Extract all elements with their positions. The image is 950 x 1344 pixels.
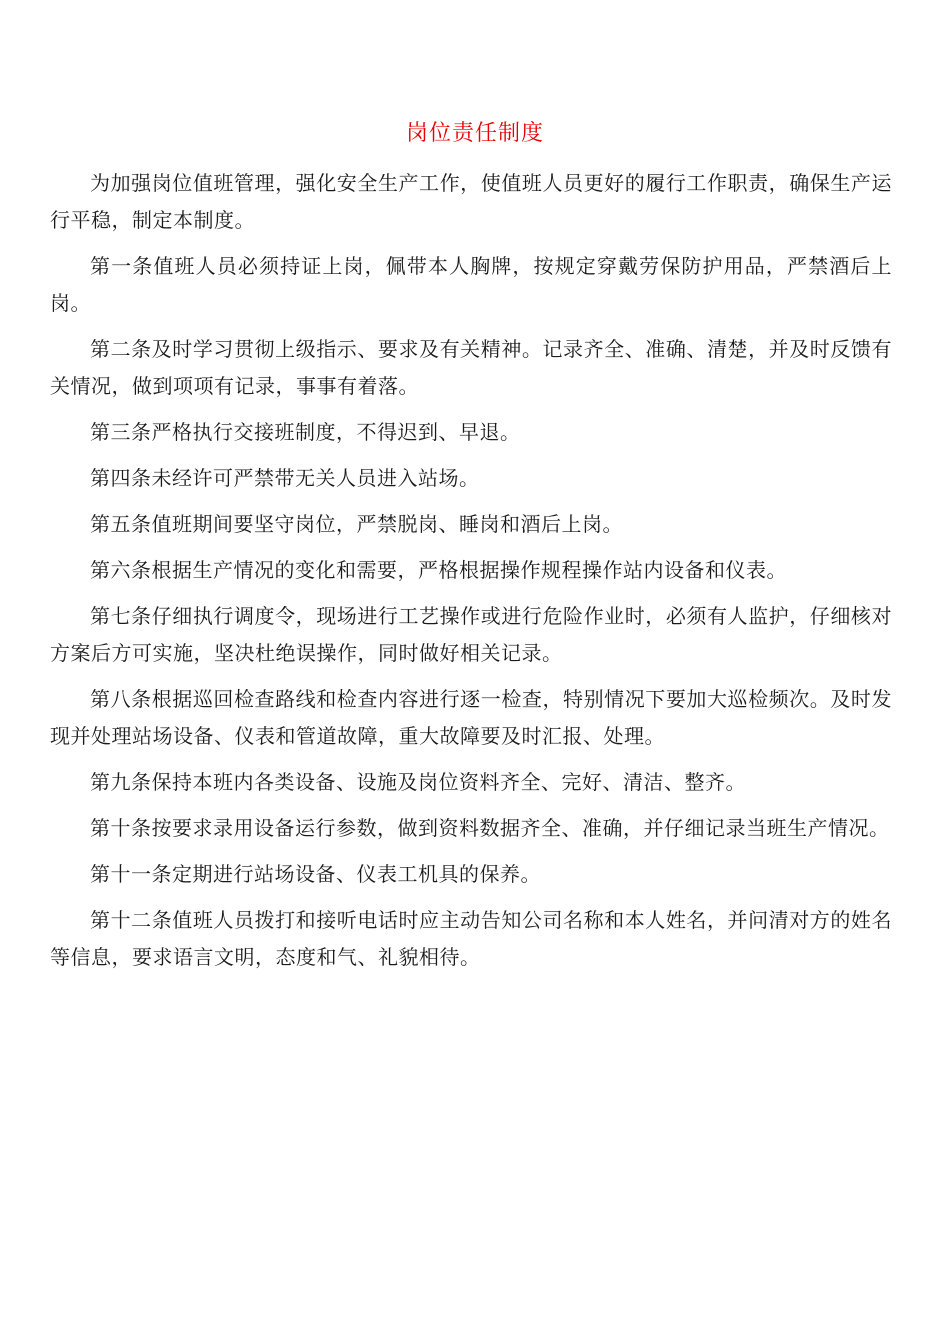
article-7-paragraph: 第七条仔细执行调度令，现场进行工艺操作或进行危险作业时，必须有人监护，仔细核对方案后方可实施，坚决杜绝误操作，同时做好相关记录。: [50, 604, 892, 665]
article-10-paragraph: 第十条按要求录用设备运行参数，做到资料数据齐全、准确，并仔细记录当班生产情况。: [90, 816, 890, 840]
document-body: [50, 165, 892, 985]
article-4-paragraph: 第四条未经许可严禁带无关人员进入站场。: [90, 466, 480, 490]
article-3-paragraph: 第三条严格执行交接班制度，不得迟到、早退。: [90, 420, 521, 444]
intro-paragraph: 为加强岗位值班管理，强化安全生产工作，使值班人员更好的履行工作职责，确保生产运行平稳，制定本制度。: [50, 171, 892, 232]
article-9-paragraph: 第九条保持本班内各类设备、设施及岗位资料齐全、完好、清洁、整齐。: [90, 770, 746, 794]
article-2-paragraph: 第二条及时学习贯彻上级指示、要求及有关精神。记录齐全、准确、清楚，并及时反馈有关情况，做到项项有记录，事事有着落。: [50, 337, 892, 398]
article-8-paragraph: 第八条根据巡回检查路线和检查内容进行逐一检查，特别情况下要加大巡检频次。及时发现并处理站场设备、仪表和管道故障，重大故障要及时汇报、处理。: [50, 687, 892, 748]
article-6-paragraph: 第六条根据生产情况的变化和需要，严格根据操作规程操作站内设备和仪表。: [90, 558, 787, 582]
article-1-paragraph: 第一条值班人员必须持证上岗，佩带本人胸牌，按规定穿戴劳保防护用品，严禁酒后上岗。: [50, 254, 892, 315]
article-11-paragraph: 第十一条定期进行站场设备、仪表工机具的保养。: [90, 862, 541, 886]
document-title: 岗位责任制度: [405, 121, 544, 146]
article-12-paragraph: 第十二条值班人员拨打和接听电话时应主动告知公司名称和本人姓名，并问清对方的姓名等信息，要求语言文明，态度和气、礼貌相待。: [50, 908, 892, 969]
article-5-paragraph: 第五条值班期间要坚守岗位，严禁脱岗、睡岗和酒后上岗。: [90, 512, 623, 536]
